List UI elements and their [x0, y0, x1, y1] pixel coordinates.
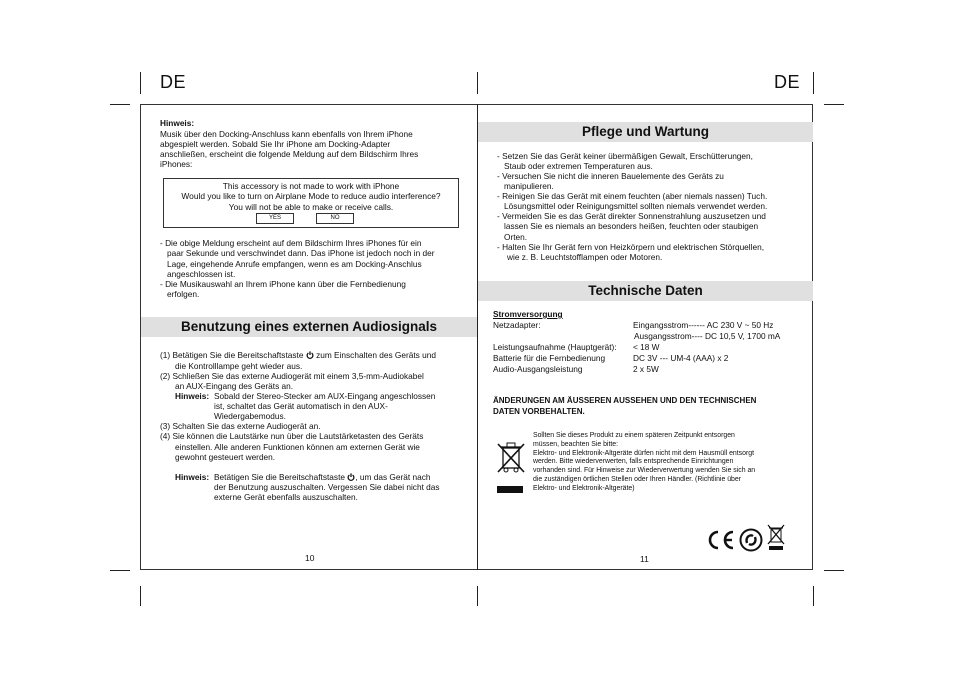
step-3: (3) Schalten Sie das externe Audiogerät an. — [160, 421, 321, 431]
care-item: lassen Sie es niemals an besonders heißen, feuchten oder staubigen — [504, 221, 759, 231]
crop-mark — [110, 570, 130, 571]
care-item: Lösungsmittel oder Reinigungsmittel sollten niemals verwendet werden. — [504, 201, 768, 211]
weee-bin-icon — [495, 440, 527, 478]
care-item: Orten. — [504, 232, 528, 242]
iphone-alert-dialog — [163, 178, 459, 228]
bullet-line: paar Sekunde und verschwindet dann. Das iPhone ist jedoch noch in der — [167, 248, 435, 258]
crop-mark — [824, 570, 844, 571]
hint-text: externe Gerät ebenfalls auszuschalten. — [214, 492, 358, 502]
notice-line: DATEN VORBEHALTEN. — [493, 407, 585, 416]
hint-line: iPhones: — [160, 159, 193, 169]
step-1 — [160, 350, 436, 360]
bullet-line: erfolgen. — [167, 289, 200, 299]
crop-mark — [813, 586, 814, 606]
section-title-audio: Benutzung eines externen Audiosignals — [141, 317, 477, 337]
care-item: wie z. B. Leuchtstofflampen oder Motoren. — [507, 252, 663, 262]
hint-text: der Benutzung auszuschalten. Vergessen Sie dabei nicht das — [214, 482, 440, 492]
step-text: an AUX-Eingang des Geräts an. — [175, 381, 294, 391]
crop-mark — [140, 72, 141, 94]
spec-value: DC 3V --- UM-4 (AAA) x 2 — [633, 353, 729, 363]
crossed-bin-icon — [766, 523, 786, 551]
spec-label: Batterie für die Fernbedienung — [493, 353, 606, 363]
step-4: (4) Sie können die Lautstärke nun über die Lautstärketasten des Geräts — [160, 431, 424, 441]
page-number: 10 — [305, 553, 315, 563]
section-title-care: Pflege und Wartung — [478, 122, 813, 142]
bullet-line: Lage, eingehende Anrufe empfangen, wenn es am Docking-Anschlus — [167, 259, 422, 269]
hint-text-part: Betätigen Sie die Bereitschaftstaste — [214, 472, 345, 482]
step-text: (1) Betätigen Sie die Bereitschaftstaste — [160, 350, 304, 360]
weee-text: vorhanden sind. Für Hinweise zur Wiederverwertung wenden Sie sich an — [533, 467, 756, 474]
spec-value: < 18 W — [633, 342, 660, 352]
section-title-specs: Technische Daten — [478, 281, 813, 301]
crop-mark — [110, 104, 130, 105]
care-item: - Halten Sie Ihr Gerät fern von Heizkörpern und elektrischen Störquellen, — [497, 242, 765, 252]
weee-text: werden. Bitte wiederverwerten, falls entsprechende Einrichtungen — [533, 458, 734, 465]
notice-line: ÄNDERUNGEN AM ÄUSSEREN AUSSEHEN UND DEN TECHNISCHEN — [493, 396, 757, 405]
dialog-line: Would you like to turn on Airplane Mode to reduce audio interference? — [181, 191, 441, 202]
hint-text-part: , um das Gerät nach — [355, 472, 431, 482]
weee-text: Sollten Sie dieses Produkt zu einem späteren Zeitpunkt entsorgen — [533, 432, 735, 439]
language-label: DE — [160, 72, 187, 92]
step-2: (2) Schließen Sie das externe Audiogerät mit einem 3,5-mm-Audiokabel — [160, 371, 424, 381]
language-label: DE — [774, 72, 801, 92]
step-text: gewohnt gesteuert werden. — [175, 452, 276, 462]
yes-button[interactable]: YES — [256, 213, 294, 224]
weee-text: die zuständigen örtlichen Stellen oder Ihren Händler. (Richtlinie über — [533, 476, 741, 483]
hint-label: Hinweis: — [175, 472, 210, 482]
hint-text: ist, schaltet das Gerät automatisch in den AUX- — [214, 401, 388, 411]
care-item: manipulieren. — [504, 181, 554, 191]
power-icon — [306, 351, 314, 359]
spec-value: 2 x 5W — [633, 364, 659, 374]
crop-mark — [140, 586, 141, 606]
care-item: Staub oder extremen Temperaturen aus. — [504, 161, 653, 171]
crop-mark — [813, 72, 814, 94]
care-item: - Setzen Sie das Gerät keiner übermäßigen Gewalt, Erschütterungen, — [497, 151, 753, 161]
bullet-line: angeschlossen ist. — [167, 269, 236, 279]
crop-mark — [477, 586, 478, 606]
step-text: zum Einschalten des Geräts und — [316, 350, 436, 360]
weee-text: Elektro- und Elektronik-Altgeräte dürfen nicht mit dem Hausmüll entsorgt — [533, 450, 754, 457]
spec-value: Ausgangsstrom---- DC 10,5 V, 1700 mA — [634, 331, 781, 341]
weee-text: Elektro- und Elektronik-Altgeräte) — [533, 485, 635, 492]
power-supply-heading: Stromversorgung — [493, 309, 563, 319]
crop-mark — [824, 104, 844, 105]
hint-label: Hinweis: — [175, 391, 210, 401]
spec-value: Eingangsstrom------ AC 230 V ~ 50 Hz — [633, 320, 774, 330]
care-item: - Versuchen Sie nicht die inneren Bauelemente des Geräts zu — [497, 171, 724, 181]
care-item: - Vermeiden Sie es das Gerät direkter Sonnenstrahlung auszusetzen und — [497, 211, 766, 221]
hint-title: Hinweis: — [160, 118, 195, 128]
dialog-line: This accessory is not made to work with iPhone — [222, 181, 400, 191]
hint-line: anschließen, erscheint die folgende Meldung auf dem Bildschirm Ihres — [160, 149, 419, 159]
spec-label: Leistungsaufnahme (Hauptgerät): — [493, 342, 617, 352]
spec-label: Audio-Ausgangsleistung — [493, 364, 583, 374]
care-item: - Reinigen Sie das Gerät mit einem feuchten (aber niemals nassen) Tuch. — [497, 191, 768, 201]
ce-mark-icon — [706, 529, 736, 551]
page-divider — [477, 104, 478, 570]
weee-bar — [497, 486, 523, 493]
step-text: die Kontrolllampe geht wieder aus. — [175, 361, 303, 371]
page-number: 11 — [640, 554, 649, 564]
spec-label: Netzadapter: — [493, 320, 541, 330]
bullet-line: - Die obige Meldung erscheint auf dem Bildschirm Ihres iPhones für ein — [160, 238, 422, 248]
hint-text: Sobald der Stereo-Stecker am AUX-Eingang angeschlossen — [214, 391, 436, 401]
green-dot-icon — [739, 528, 763, 552]
crop-mark — [477, 72, 478, 94]
dialog-line: You will not be able to make or receive calls. — [228, 201, 394, 212]
bullet-line: - Die Musikauswahl an Ihrem iPhone kann über die Fernbedienung — [160, 279, 406, 289]
hint-line: Musik über den Docking-Anschluss kann ebenfalls von Ihrem iPhone — [160, 129, 413, 139]
no-button[interactable]: NO — [316, 213, 354, 224]
hint-text: Wiedergabemodus. — [214, 411, 286, 421]
hint-text — [214, 472, 430, 482]
hint-line: abgespielt werden. Sobald Sie Ihr iPhone am Docking-Adapter — [160, 139, 391, 149]
step-text: einstellen. Alle anderen Funktionen können am externen Gerät wie — [175, 442, 420, 452]
weee-text: müssen, beachten Sie bitte: — [533, 441, 619, 448]
